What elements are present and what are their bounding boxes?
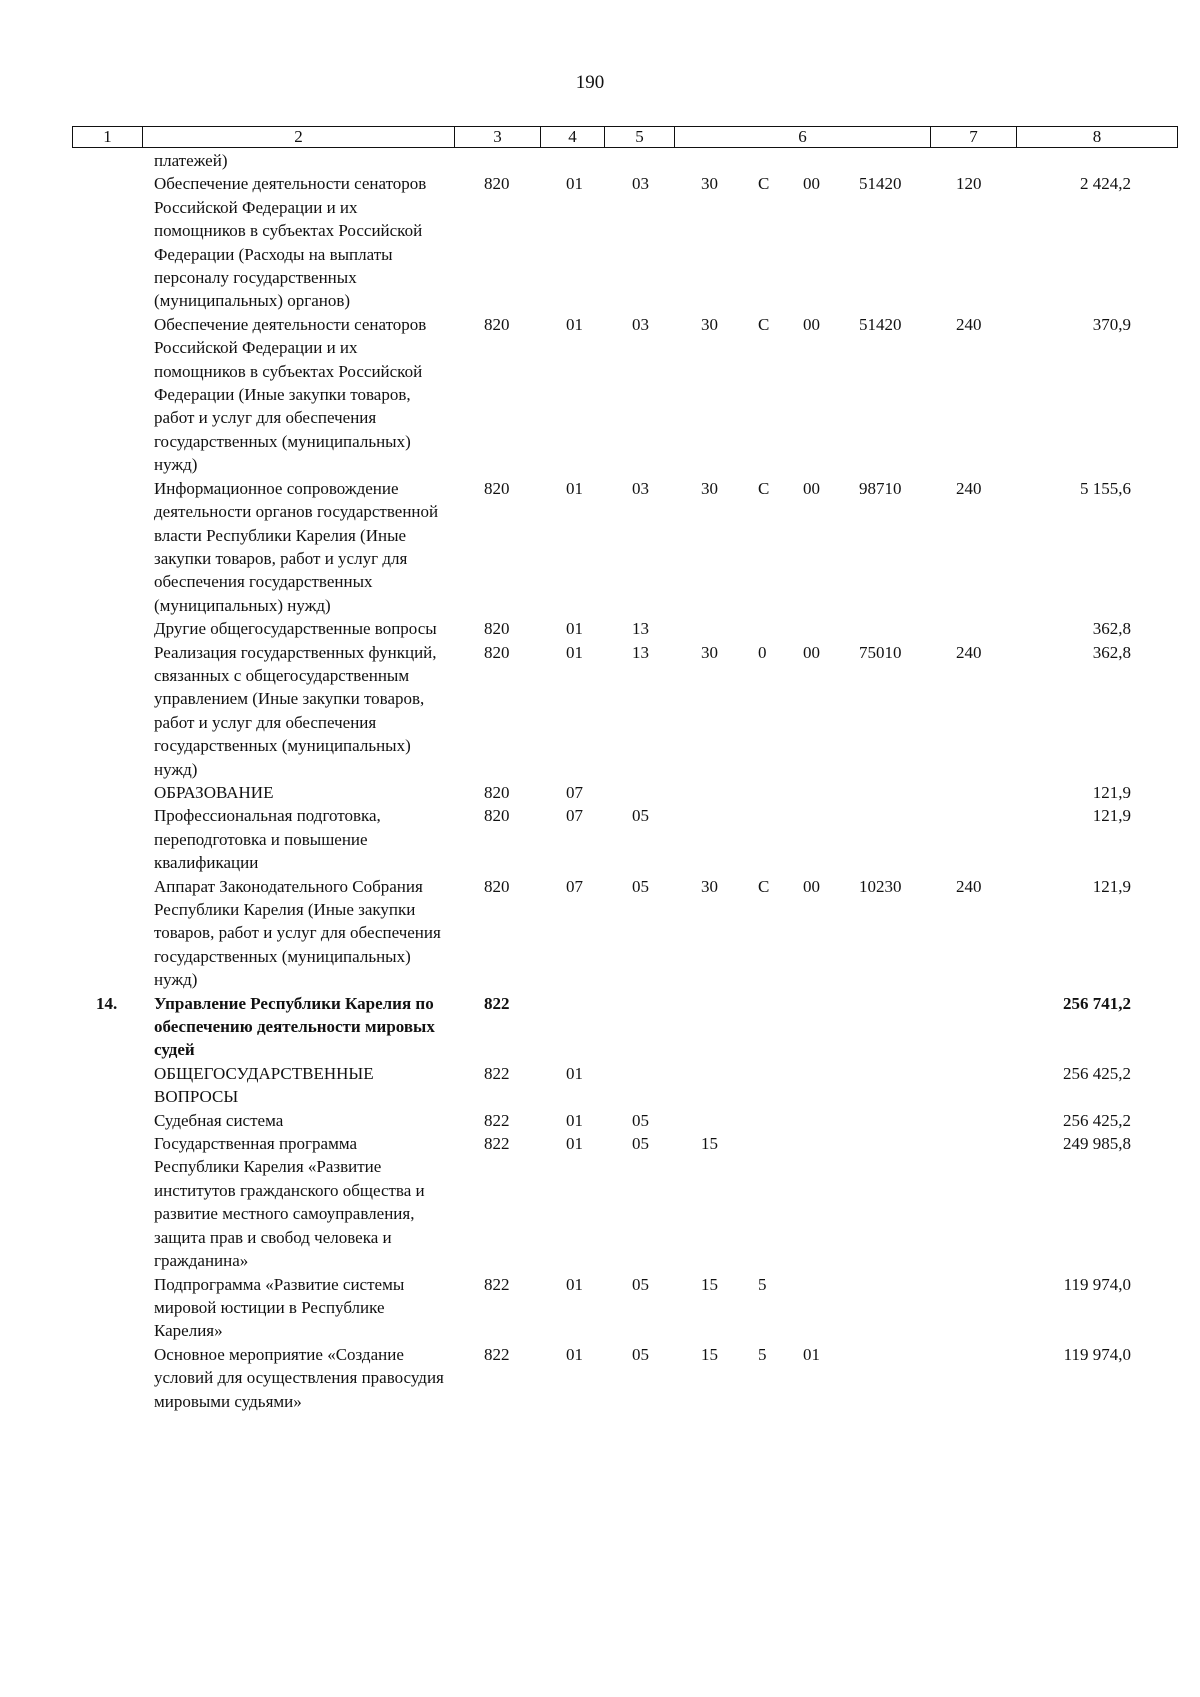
grbs-code: 820 [484,642,510,662]
table-row [0,641,1200,781]
column-header-row [73,127,1178,148]
section-code: 01 [566,314,583,334]
program-code: 30 [701,314,718,334]
table-row [0,1132,1200,1272]
grbs-code: 822 [484,1274,510,1294]
direction-code: 51420 [859,174,902,194]
subsection-code: 13 [632,642,649,662]
amount-value: 121,9 [1092,806,1131,826]
grbs-code: 820 [484,806,510,826]
program-code: 30 [701,642,718,662]
subsection-code: 05 [632,1134,649,1154]
amount-value: 121,9 [1092,782,1131,802]
program-code: 15 [701,1274,718,1294]
grbs-code: 822 [484,993,510,1013]
row-name: Подпрограмма «Развитие системы мировой юстиции в Республике Карелия» [154,1274,405,1341]
amount-value: 5 155,6 [1080,478,1131,498]
amount-value: 370,9 [1092,314,1131,334]
grbs-code: 820 [484,619,510,639]
table-row [0,875,1200,992]
column-header-table [72,126,1178,148]
direction-code: 51420 [859,314,902,334]
table-row [0,804,1200,874]
subprogram-code: 5 [758,1344,767,1364]
program-code: 15 [701,1344,718,1364]
program-code: 30 [701,174,718,194]
section-code: 07 [566,806,583,826]
page-number: 190 [575,72,605,93]
amount-value: 256 741,2 [1063,993,1131,1013]
grbs-code: 822 [484,1344,510,1364]
grbs-code: 820 [484,314,510,334]
subsection-code: 05 [632,806,649,826]
section-code: 01 [566,1063,583,1083]
amount-value: 362,8 [1092,619,1131,639]
row-name: Обеспечение деятельности сенаторов Российской Федерации и их помощников в субъектах Российской Федерации (Расходы на выплаты персоналу государственных (муниципальных) органов) [154,174,427,311]
table-row [0,1343,1200,1413]
amount-value: 119 974,0 [1063,1344,1131,1364]
row-name: Информационное сопровождение деятельности органов государственной власти Республики Карелия (Иные закупки товаров, работ и услуг для обеспечения государственных (муниципальных) нужд) [154,478,439,615]
grbs-code: 820 [484,478,510,498]
row-name: Управление Республики Карелия по обеспечению деятельности мировых судей [154,993,435,1060]
subprogram-code: С [758,314,770,334]
subsection-code: 05 [632,1344,649,1364]
row-name: Профессиональная подготовка, переподготовка и повышение квалификации [154,806,381,873]
subprogram-code: 0 [758,642,767,662]
amount-value: 362,8 [1092,642,1131,662]
expense-type-code: 240 [956,642,982,662]
row-name: Реализация государственных функций, связанных с общегосударственным управлением (Иные закупки товаров, работ и услуг для обеспечения государственных (муниципальных) нужд) [154,642,437,779]
row-number: 14. [96,993,118,1013]
table-row [0,149,1200,172]
row-name: платежей) [154,151,228,170]
table-row [0,313,1200,477]
section-code: 01 [566,619,583,639]
activity-code: 00 [803,876,820,896]
table-row [0,992,1200,1062]
grbs-code: 822 [484,1110,510,1130]
grbs-code: 822 [484,1134,510,1154]
subsection-code: 05 [632,876,649,896]
column-header-1: 1 [73,127,143,148]
budget-table-body [0,149,1200,1413]
section-code: 01 [566,1110,583,1130]
direction-code: 10230 [859,876,902,896]
subsection-code: 03 [632,314,649,334]
grbs-code: 820 [484,782,510,802]
subsection-code: 05 [632,1274,649,1294]
activity-code: 00 [803,642,820,662]
activity-code: 00 [803,478,820,498]
column-header-5: 5 [605,127,675,148]
table-row [0,1273,1200,1343]
section-code: 01 [566,1134,583,1154]
expense-type-code: 240 [956,876,982,896]
direction-code: 98710 [859,478,902,498]
section-code: 01 [566,478,583,498]
table-row [0,1109,1200,1132]
section-code: 07 [566,876,583,896]
amount-value: 121,9 [1092,876,1131,896]
column-header-4: 4 [541,127,605,148]
row-name: Судебная система [154,1110,284,1130]
section-code: 01 [566,1344,583,1364]
amount-value: 2 424,2 [1080,174,1131,194]
column-header-7: 7 [931,127,1017,148]
section-code: 01 [566,174,583,194]
subprogram-code: С [758,478,770,498]
amount-value: 256 425,2 [1063,1063,1131,1083]
activity-code: 00 [803,314,820,334]
row-name: ОБРАЗОВАНИЕ [154,782,274,802]
subsection-code: 05 [632,1110,649,1130]
column-header-8: 8 [1017,127,1178,148]
table-row [0,477,1200,617]
program-code: 30 [701,876,718,896]
row-name: Обеспечение деятельности сенаторов Российской Федерации и их помощников в субъектах Российской Федерации (Иные закупки товаров, работ и услуг для обеспечения государственных (муниципальных) нужд) [154,314,427,475]
direction-code: 75010 [859,642,902,662]
expense-type-code: 240 [956,478,982,498]
subprogram-code: С [758,174,770,194]
row-name: Основное мероприятие «Создание условий для осуществления правосудия мировыми судьями» [154,1344,444,1411]
subprogram-code: 5 [758,1274,767,1294]
amount-value: 119 974,0 [1063,1274,1131,1294]
subsection-code: 03 [632,174,649,194]
grbs-code: 820 [484,174,510,194]
section-code: 07 [566,782,583,802]
row-name: Другие общегосударственные вопросы [154,619,437,639]
amount-value: 256 425,2 [1063,1110,1131,1130]
table-row [0,617,1200,640]
activity-code: 01 [803,1344,820,1364]
section-code: 01 [566,642,583,662]
row-name: Государственная программа Республики Карелия «Развитие институтов гражданского общества и развитие местного самоуправления, защита прав и свобод человека и гражданина» [154,1134,425,1271]
row-name: Аппарат Законодательного Собрания Республики Карелия (Иные закупки товаров, работ и услуг для обеспечения государственных (муниципальных) нужд) [154,876,441,990]
row-name: ОБЩЕГОСУДАРСТВЕННЫЕ ВОПРОСЫ [154,1063,374,1107]
column-header-2: 2 [143,127,455,148]
table-row [0,1062,1200,1109]
section-code: 01 [566,1274,583,1294]
activity-code: 00 [803,174,820,194]
grbs-code: 820 [484,876,510,896]
program-code: 30 [701,478,718,498]
expense-type-code: 240 [956,314,982,334]
table-row [0,781,1200,804]
amount-value: 249 985,8 [1063,1134,1131,1154]
expense-type-code: 120 [956,174,982,194]
subprogram-code: С [758,876,770,896]
table-row [0,172,1200,312]
program-code: 15 [701,1134,718,1154]
column-header-6: 6 [675,127,931,148]
subsection-code: 13 [632,619,649,639]
column-header-3: 3 [455,127,541,148]
grbs-code: 822 [484,1063,510,1083]
subsection-code: 03 [632,478,649,498]
